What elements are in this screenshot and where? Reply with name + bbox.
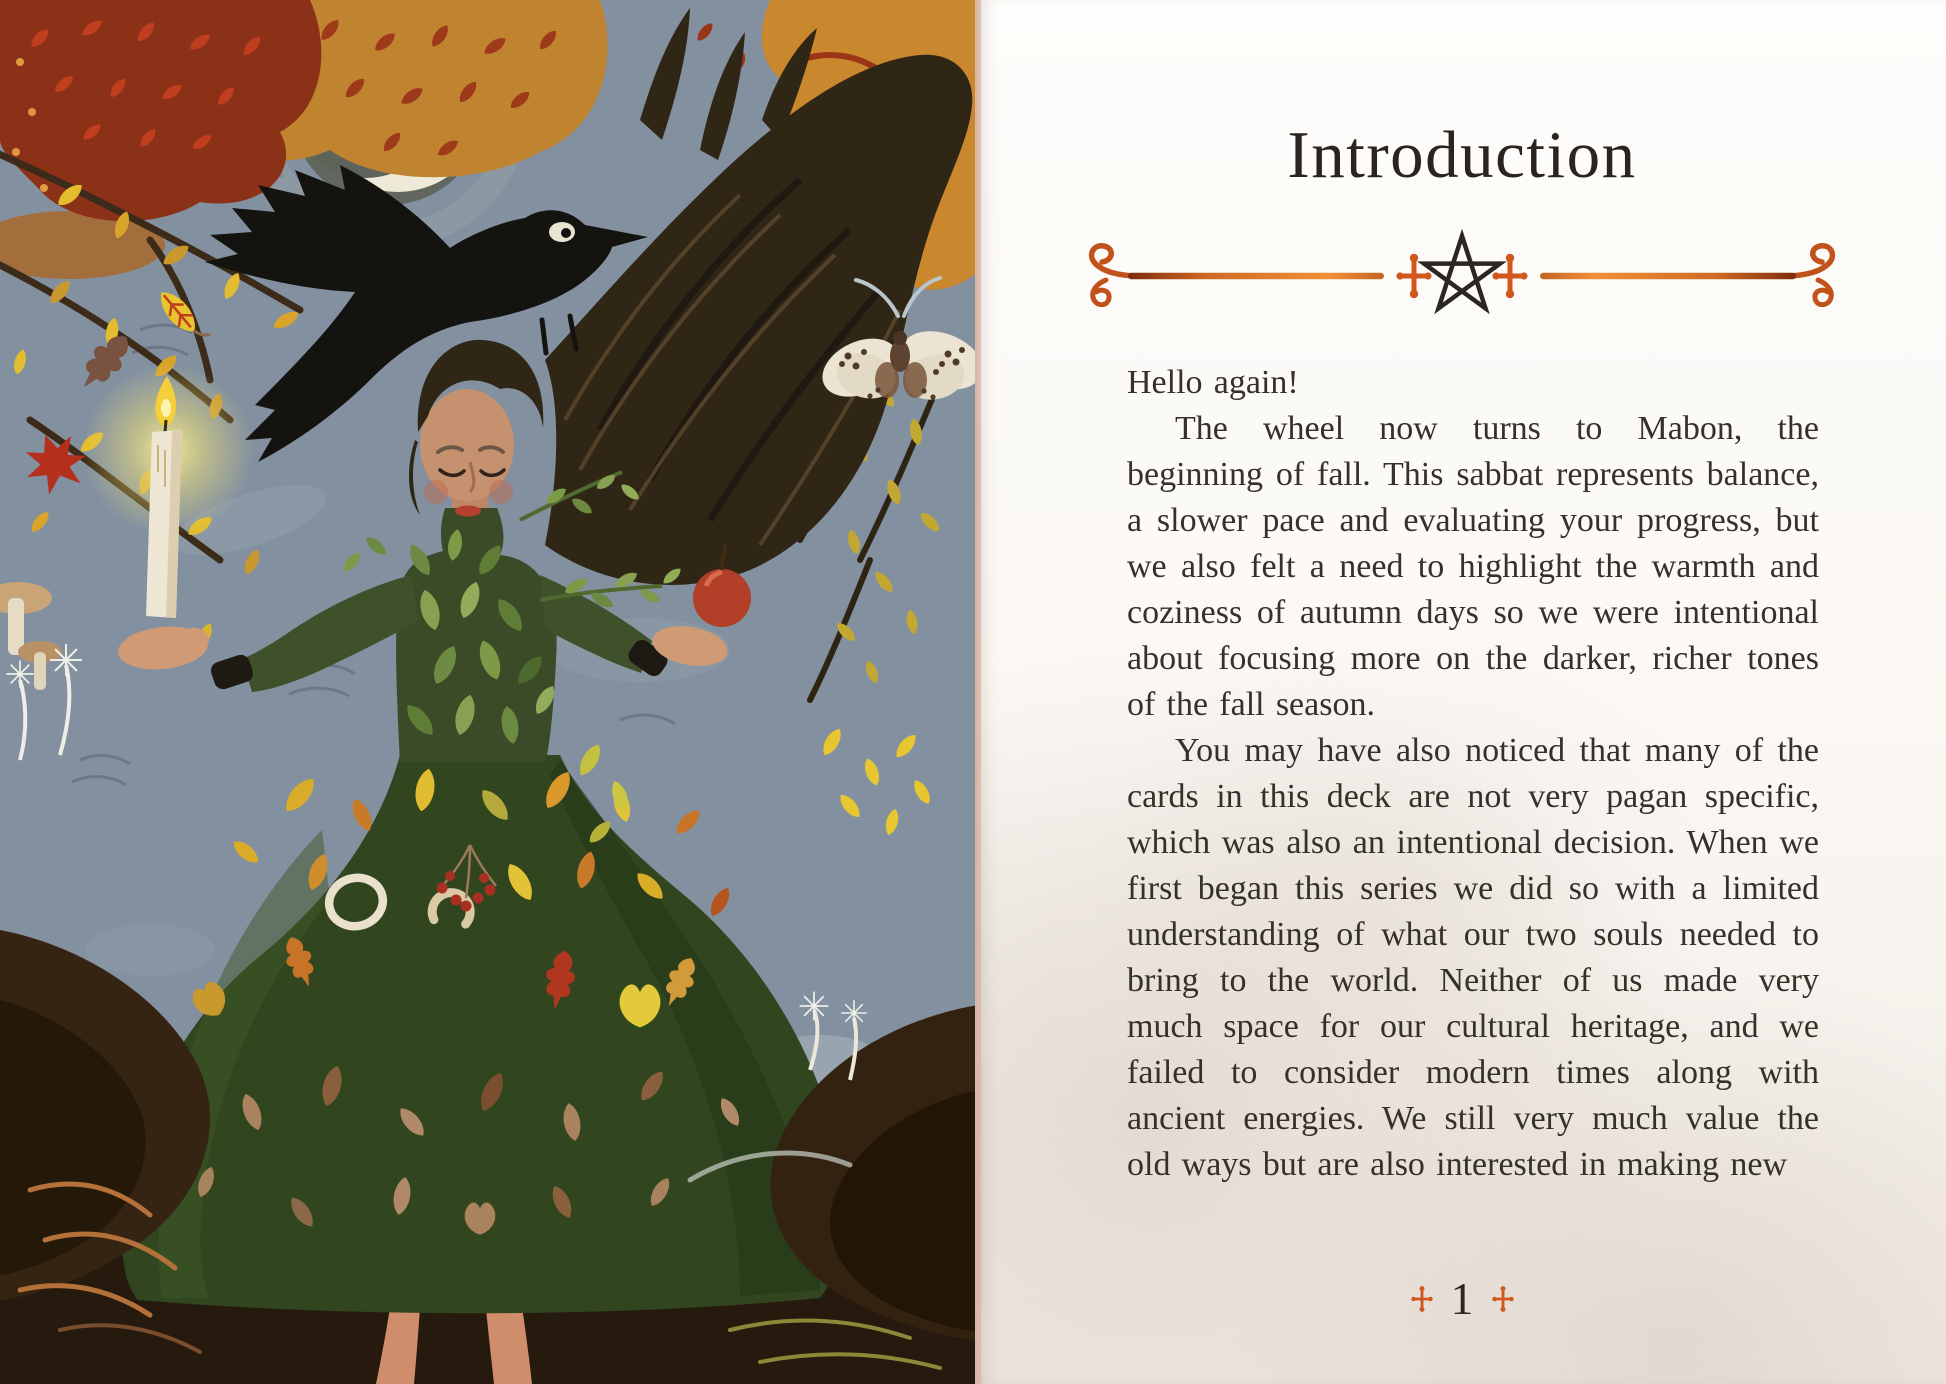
footer-cross-icon-left xyxy=(1409,1286,1435,1312)
paragraph: Hello again! xyxy=(1127,364,1299,401)
cross-icon-right xyxy=(1492,254,1527,298)
body-text xyxy=(1127,360,1819,1188)
chapter-title: Introduction xyxy=(1287,118,1637,192)
cross-icon-left xyxy=(1396,254,1431,298)
page-footer xyxy=(978,1273,1946,1324)
paragraph: You may have also noticed that many of the cards in this deck are not very pagan specific, which was also an intentional decision. When we first began this series we did so with a limited understanding of what our two souls needed to bring to the world. Neither of us made very much space for our cultural heritage, and we failed to consider modern times along with ancient energies. We still very much value the old ways but are also interested in making new xyxy=(1127,732,1819,1183)
paragraph: The wheel now turns to Mabon, the beginning of fall. This sabbat represents balance, a slower pace and evaluating your progress, but we also felt a need to highlight the warmth and coziness of autumn days so we were intentional about focusing more on the darker, richer tones of the fall season. xyxy=(1127,410,1819,723)
footer-cross-icon-right xyxy=(1490,1286,1516,1312)
divider-rule-left xyxy=(1128,273,1384,279)
chapter-divider xyxy=(1062,226,1862,326)
gutter-shadow xyxy=(978,0,981,1384)
pentagram-icon xyxy=(1424,236,1500,308)
divider-rule-right xyxy=(1540,273,1796,279)
text-page xyxy=(978,0,1946,1384)
page-number: 1 xyxy=(1450,1273,1474,1324)
